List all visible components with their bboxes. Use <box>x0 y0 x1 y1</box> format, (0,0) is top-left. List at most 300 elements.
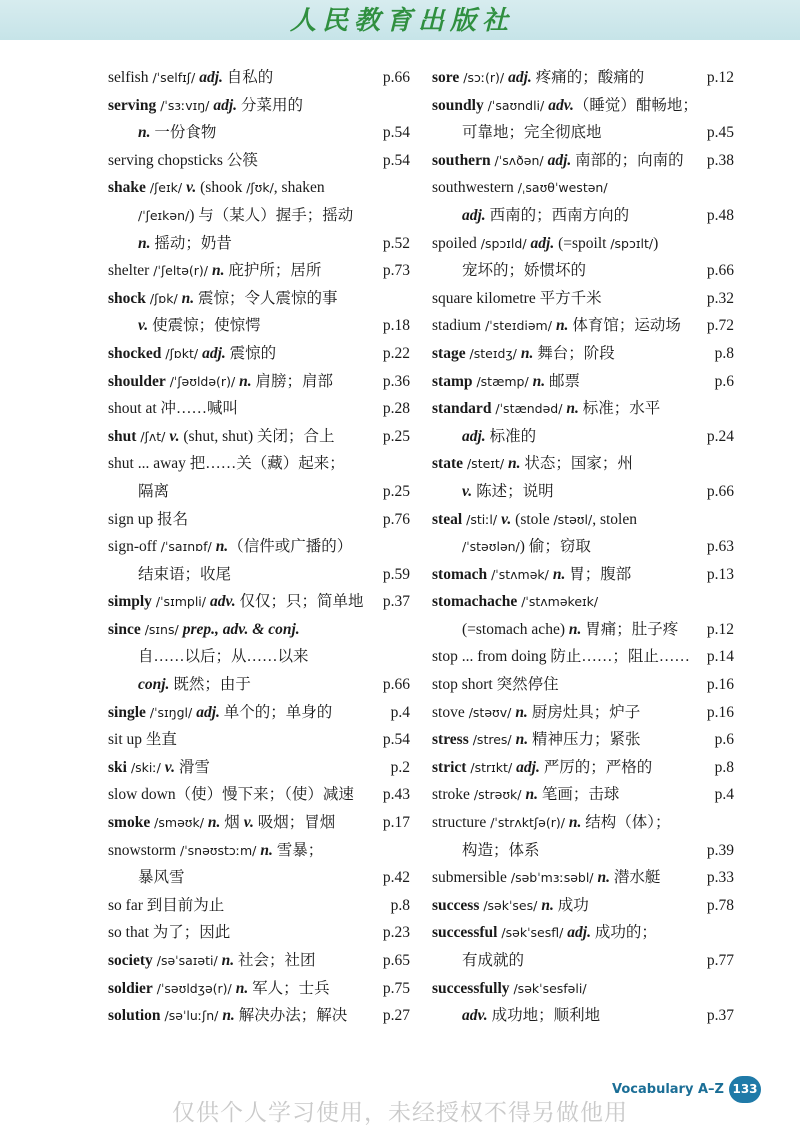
page-reference: p.73 <box>380 257 410 285</box>
vocab-line <box>108 809 410 837</box>
vocab-line <box>108 230 410 258</box>
page-reference: p.17 <box>380 809 410 837</box>
part-of-speech: n. <box>239 372 252 390</box>
part-of-speech: n. <box>235 979 249 997</box>
entry-text: , shaken <box>273 179 325 197</box>
page-reference: p.23 <box>380 919 410 947</box>
page-reference: p.54 <box>380 147 410 175</box>
vocab-line <box>432 368 734 396</box>
entry-text: ) 与（某人）握手；摇动 <box>189 206 354 224</box>
entry-text: （信件或广播的） <box>228 538 353 556</box>
entry-text: 雪暴； <box>272 841 324 859</box>
part-of-speech: n. <box>138 124 151 142</box>
headword: shut <box>108 427 137 445</box>
vocab-line <box>108 202 410 230</box>
phonetic: /skiː/ <box>126 759 165 775</box>
page-reference: p.36 <box>380 368 410 396</box>
page-reference: p.33 <box>704 864 734 892</box>
entry-text: 庇护所；居所 <box>224 262 322 280</box>
phonetic: /spɔɪlt/ <box>610 235 654 251</box>
entry-text: 精神压力；紧张 <box>528 731 641 749</box>
vocab-line <box>108 340 410 368</box>
part-of-speech: v. <box>243 814 254 832</box>
vocab-line <box>108 699 410 727</box>
page-reference: p.22 <box>380 340 410 368</box>
page-reference: p.66 <box>380 671 410 699</box>
page-reference: p.77 <box>704 947 734 975</box>
vocab-line <box>432 947 734 975</box>
entry-text: 胃；腹部 <box>565 565 632 583</box>
vocab-line <box>432 202 734 230</box>
part-of-speech: v. <box>169 427 180 445</box>
phonetic: /ʃʌt/ <box>136 428 170 444</box>
part-of-speech: adj. <box>508 69 532 86</box>
entry-text: 可靠地；完全彻底地 <box>462 124 602 142</box>
page-reference: p.4 <box>712 781 734 809</box>
phonetic: /səkˈses/ <box>479 897 542 913</box>
phonetic: /stres/ <box>468 732 516 748</box>
phonetic: /ʃeɪk/ <box>145 180 187 196</box>
vocab-line <box>432 119 734 147</box>
page-reference: p.39 <box>704 837 734 865</box>
vocab-line <box>432 423 734 451</box>
entry-text: 结构（体）； <box>581 814 671 832</box>
headword: state <box>432 455 463 473</box>
part-of-speech: adj. <box>530 234 555 252</box>
part-of-speech: n. <box>207 814 221 832</box>
entry-text: 使震惊；使惊愕 <box>148 317 261 335</box>
vocab-line <box>432 1002 734 1030</box>
part-of-speech: adj. <box>199 69 223 86</box>
vocab-line <box>108 975 410 1003</box>
vocab-line <box>432 92 734 120</box>
page-reference: p.12 <box>704 616 734 644</box>
vocab-line <box>432 506 734 534</box>
entry-text: 肩膀；肩部 <box>251 372 334 390</box>
entry-text: 既然；由于 <box>169 676 251 694</box>
publisher-logo: 人民教育出版社 <box>290 6 515 36</box>
phonetic: /səbˈmɜːsəbl/ <box>506 870 598 886</box>
entry-text: 状态；国家；州 <box>520 455 633 473</box>
phonetic: /ˈstændəd/ <box>491 401 567 417</box>
page-reference: p.25 <box>380 423 410 451</box>
page-reference: p.54 <box>380 726 410 754</box>
page-reference: p.72 <box>704 312 734 340</box>
entry-text: sit up 坐直 <box>108 731 177 749</box>
page-reference: p.76 <box>380 506 410 534</box>
part-of-speech: adj. <box>462 206 486 224</box>
headword: since <box>108 620 141 638</box>
entry-text: 分菜用的 <box>237 96 303 114</box>
part-of-speech: n. <box>541 896 554 914</box>
entry-text: ) <box>653 234 659 252</box>
entry-text: 滑雪 <box>174 758 210 776</box>
page-reference: p.2 <box>388 754 410 782</box>
part-of-speech: adj. <box>196 703 220 721</box>
phonetic: /ˈsɜːvɪŋ/ <box>156 97 214 113</box>
part-of-speech: n. <box>520 344 534 362</box>
vocab-line <box>108 423 410 451</box>
phonetic: /sɪns/ <box>140 621 183 637</box>
phonetic: /ˈsɪŋgl/ <box>145 704 197 720</box>
vocab-line <box>108 726 410 754</box>
vocab-line <box>432 616 734 644</box>
phonetic: /səkˈsesfl/ <box>497 925 568 941</box>
phonetic: /ʃɒk/ <box>145 290 182 306</box>
part-of-speech: adv. <box>209 593 236 611</box>
phonetic: /ˈstəʊlən/ <box>462 539 520 555</box>
entry-text: shelter <box>108 262 150 280</box>
section-label: Vocabulary A–Z <box>612 1082 724 1097</box>
entry-text: 暴风雪 <box>138 869 185 887</box>
part-of-speech: adv. <box>462 1007 488 1025</box>
page-reference: p.8 <box>712 340 734 368</box>
entry-text: so that 为了；因此 <box>108 924 231 942</box>
phonetic: /ʃɒkt/ <box>161 345 203 361</box>
entry-text: 舞台；阶段 <box>533 344 615 362</box>
entry-text: selfish <box>108 69 149 86</box>
phonetic: /ˈsteɪdiəm/ <box>481 318 556 334</box>
vocab-line <box>108 174 410 202</box>
part-of-speech: v. <box>164 758 175 776</box>
vocab-line <box>432 892 734 920</box>
vocab-line <box>108 257 410 285</box>
vocab-line <box>432 285 734 313</box>
vocab-line <box>432 395 734 423</box>
part-of-speech: prep., adv. & conj. <box>182 620 300 638</box>
vocab-line <box>108 312 410 340</box>
vocab-line <box>108 506 410 534</box>
phonetic: /ˈsɪmpli/ <box>151 594 210 610</box>
page-reference: p.48 <box>704 202 734 230</box>
page-reference: p.52 <box>380 230 410 258</box>
headword: smoke <box>108 814 151 832</box>
vocab-line <box>432 699 734 727</box>
entry-text: stop short 突然停住 <box>432 676 559 694</box>
vocabulary-column-right <box>432 64 734 1030</box>
headword: southern <box>432 151 491 169</box>
part-of-speech: conj. <box>138 676 170 694</box>
entry-text: 厨房灶具；炉子 <box>527 703 641 721</box>
vocab-line <box>108 754 410 782</box>
page-reference: p.8 <box>712 754 734 782</box>
entry-text: stop ... from doing 防止……；阻止…… <box>432 648 690 666</box>
headword: soundly <box>432 96 484 114</box>
entry-text: 成功的； <box>590 924 657 942</box>
page-reference: p.13 <box>704 561 734 589</box>
entry-text: 结束语；收尾 <box>138 565 232 583</box>
entry-text: 仅仅；只；简单地 <box>235 593 364 611</box>
entry-text: (shook <box>196 179 247 197</box>
vocab-line <box>108 892 410 920</box>
phonetic: /steɪdʒ/ <box>465 345 521 361</box>
phonetic: /ˈstʌmək/ <box>487 566 553 582</box>
vocab-line <box>432 64 734 92</box>
vocab-line <box>108 478 410 506</box>
page-reference: p.43 <box>380 781 410 809</box>
entry-text: 成功地；顺利地 <box>487 1007 601 1025</box>
entry-text: stroke <box>432 786 470 804</box>
vocab-line <box>432 781 734 809</box>
page-reference: p.12 <box>704 64 734 92</box>
page-reference: p.66 <box>704 478 734 506</box>
vocab-line <box>432 478 734 506</box>
entry-text: 潜水艇 <box>610 869 661 887</box>
phonetic: /ˈʃəʊldə(r)/ <box>165 373 240 389</box>
part-of-speech: n. <box>215 538 229 556</box>
entry-text: southwestern <box>432 179 514 197</box>
part-of-speech: n. <box>221 952 235 969</box>
entry-text: submersible <box>432 869 507 887</box>
entry-text: 社会；社团 <box>234 952 316 969</box>
phonetic: /ˈstrʌktʃə(r)/ <box>486 815 569 831</box>
phonetic: /ˌsaʊθˈwestən/ <box>513 180 608 196</box>
vocab-line <box>108 147 410 175</box>
entry-text: 解决办法；解决 <box>234 1007 348 1025</box>
headword: stage <box>432 344 466 362</box>
part-of-speech: v. <box>186 179 197 197</box>
part-of-speech: v. <box>138 317 149 335</box>
vocab-line <box>108 616 410 644</box>
page-reference: p.66 <box>704 257 734 285</box>
entry-text: (=stomach ache) <box>462 620 569 638</box>
page-reference: p.65 <box>380 947 410 975</box>
entry-text: 邮票 <box>545 372 581 390</box>
vocab-line <box>432 147 734 175</box>
vocab-line <box>108 919 410 947</box>
phonetic: /ˈsaʊndli/ <box>483 97 549 113</box>
vocab-line <box>432 726 734 754</box>
part-of-speech: n. <box>222 1007 235 1025</box>
vocab-line <box>108 64 410 92</box>
entry-text: 军人；士兵 <box>248 979 330 997</box>
phonetic: /sməʊk/ <box>150 815 208 831</box>
page-number-badge: 133 <box>729 1076 761 1103</box>
vocab-line <box>432 643 734 671</box>
phonetic: /spɔɪld/ <box>476 235 531 251</box>
entry-text: 南部的；向南的 <box>571 151 684 169</box>
entry-text: 构造；体系 <box>462 841 540 859</box>
headword: shoulder <box>108 372 166 390</box>
entry-text: 隔离 <box>138 482 170 500</box>
part-of-speech: n. <box>525 786 538 804</box>
page-reference: p.54 <box>380 119 410 147</box>
entry-text: 自私的 <box>222 69 274 86</box>
part-of-speech: n. <box>555 317 569 335</box>
part-of-speech: adj. <box>202 344 226 362</box>
page-reference: p.32 <box>704 285 734 313</box>
entry-text: （睡觉）酣畅地； <box>573 96 698 114</box>
headword: shocked <box>108 344 162 362</box>
vocab-line <box>108 561 410 589</box>
phonetic: /ˈselfɪʃ/ <box>148 70 200 85</box>
vocab-line <box>108 947 410 975</box>
entry-text: (shut, shut) 关闭；合上 <box>179 427 335 445</box>
part-of-speech: n. <box>508 455 521 473</box>
vocab-line <box>108 285 410 313</box>
part-of-speech: n. <box>568 814 582 832</box>
phonetic: /səˈsaɪəti/ <box>152 953 222 968</box>
entry-text: 有成就的 <box>462 952 525 969</box>
entry-text: shout at 冲……喊叫 <box>108 400 239 418</box>
page-reference: p.27 <box>380 1002 410 1030</box>
part-of-speech: n. <box>597 869 610 887</box>
entry-text: serving chopsticks 公筷 <box>108 151 258 169</box>
page-reference: p.8 <box>388 892 410 920</box>
part-of-speech: adj. <box>462 427 486 445</box>
part-of-speech: adj. <box>213 96 238 114</box>
part-of-speech: n. <box>211 262 225 280</box>
vocab-line <box>432 588 734 616</box>
phonetic: /stəʊv/ <box>464 704 516 720</box>
entry-text: sign up 报名 <box>108 510 189 528</box>
entry-text: sign-off <box>108 538 157 556</box>
page-reference: p.18 <box>380 312 410 340</box>
headword: soldier <box>108 979 153 997</box>
headword: strict <box>432 758 467 776</box>
vocabulary-column-left <box>108 64 410 1030</box>
vocab-line <box>432 230 734 258</box>
vocab-line <box>432 257 734 285</box>
vocab-line <box>108 395 410 423</box>
page-reference: p.38 <box>704 147 734 175</box>
phonetic: /stəʊl/ <box>553 511 593 527</box>
entry-text: 宠坏的；娇惯坏的 <box>462 262 587 280</box>
page-reference: p.14 <box>704 643 734 671</box>
entry-text: 摇动；奶昔 <box>150 234 232 252</box>
vocab-line <box>432 809 734 837</box>
entry-text: 严厉的；严格的 <box>539 758 653 776</box>
part-of-speech: n. <box>552 565 566 583</box>
vocab-line <box>432 174 734 202</box>
entry-text: stadium <box>432 317 482 335</box>
vocab-line <box>108 837 410 865</box>
phonetic: /steɪt/ <box>463 456 509 472</box>
headword: solution <box>108 1007 161 1025</box>
page-reference: p.78 <box>704 892 734 920</box>
entry-text: 体育馆；运动场 <box>568 317 681 335</box>
part-of-speech: v. <box>501 510 512 528</box>
headword: serving <box>108 96 157 114</box>
headword: simply <box>108 593 152 611</box>
entry-text: 疼痛的；酸痛的 <box>531 69 645 86</box>
vocab-line <box>432 837 734 865</box>
page-reference: p.24 <box>704 423 734 451</box>
entry-text: 单个的；单身的 <box>219 703 333 721</box>
page-reference: p.25 <box>380 478 410 506</box>
headword: stomach <box>432 565 488 583</box>
entry-text: (=spoilt <box>554 234 611 252</box>
entry-text: snowstorm <box>108 841 177 859</box>
entry-text: 西南的；西南方向的 <box>485 206 630 224</box>
page-reference: p.75 <box>380 975 410 1003</box>
phonetic: /ʃʊk/ <box>246 180 274 196</box>
page-reference: p.16 <box>704 699 734 727</box>
headword: shock <box>108 289 146 307</box>
entry-text: , stolen <box>592 510 637 528</box>
part-of-speech: n. <box>515 703 528 721</box>
phonetic: /ˈsəʊldʒə(r)/ <box>152 980 236 996</box>
vocab-line <box>108 781 410 809</box>
part-of-speech: n. <box>260 841 273 859</box>
entry-text: 震惊；令人震惊的事 <box>194 289 338 307</box>
headword: stress <box>432 731 469 749</box>
part-of-speech: adj. <box>547 151 572 169</box>
phonetic: /səˈluːʃn/ <box>160 1008 223 1024</box>
headword: shake <box>108 179 146 197</box>
vocab-line <box>432 533 734 561</box>
entry-text: spoiled <box>432 234 477 252</box>
vocab-line <box>108 1002 410 1030</box>
phonetic: /sɔː(r)/ <box>459 70 509 85</box>
vocab-line <box>432 312 734 340</box>
entry-text: 成功 <box>553 896 589 914</box>
entry-text: so far 到目前为止 <box>108 896 225 914</box>
page-reference: p.6 <box>712 726 734 754</box>
vocab-line <box>108 119 410 147</box>
phonetic: /ˈʃeltə(r)/ <box>149 263 212 279</box>
part-of-speech: adj. <box>516 758 540 776</box>
page-reference: p.37 <box>704 1002 734 1030</box>
phonetic: /stiːl/ <box>462 511 502 527</box>
part-of-speech: n. <box>532 372 546 390</box>
page-reference: p.45 <box>704 119 734 147</box>
page-reference: p.63 <box>704 533 734 561</box>
entry-text: 标准；水平 <box>578 400 661 418</box>
entry-text: 标准的 <box>485 427 537 445</box>
vocab-line <box>432 340 734 368</box>
phonetic: /ˈsʌðən/ <box>490 152 548 168</box>
page-reference: p.66 <box>380 64 410 92</box>
vocab-line <box>432 671 734 699</box>
phonetic: /strɪkt/ <box>466 759 517 775</box>
vocab-line <box>432 754 734 782</box>
entry-text: square kilometre 平方千米 <box>432 289 602 307</box>
page-header-band <box>0 0 800 40</box>
entry-text: 一份食物 <box>150 124 217 142</box>
part-of-speech: n. <box>566 400 579 418</box>
headword: steal <box>432 510 463 528</box>
headword: society <box>108 952 153 969</box>
part-of-speech: v. <box>462 482 473 500</box>
headword: single <box>108 703 146 721</box>
headword: stomachache <box>432 593 518 611</box>
headword: success <box>432 896 480 914</box>
page-reference: p.37 <box>380 588 410 616</box>
vocab-line <box>432 975 734 1003</box>
vocab-line <box>108 92 410 120</box>
entry-text: shut ... away 把……关（藏）起来； <box>108 455 345 473</box>
headword: stamp <box>432 372 473 390</box>
phonetic: /ˈsaɪnɒf/ <box>156 539 216 555</box>
entry-text: structure <box>432 814 487 832</box>
vocab-line <box>108 864 410 892</box>
part-of-speech: n. <box>138 234 151 252</box>
vocab-line <box>108 368 410 396</box>
headword: sore <box>432 69 460 86</box>
headword: ski <box>108 758 127 776</box>
phonetic: /ˈsnəʊstɔːm/ <box>176 842 261 858</box>
vocab-line <box>432 864 734 892</box>
entry-text: 震惊的 <box>225 344 277 362</box>
vocab-line <box>432 450 734 478</box>
entry-text: 吸烟；冒烟 <box>253 814 336 832</box>
page-reference: p.59 <box>380 561 410 589</box>
entry-text: 陈述；说明 <box>472 482 554 500</box>
entry-text: 胃痛；肚子疼 <box>581 620 679 638</box>
vocab-line <box>432 919 734 947</box>
part-of-speech: adj. <box>567 924 591 942</box>
